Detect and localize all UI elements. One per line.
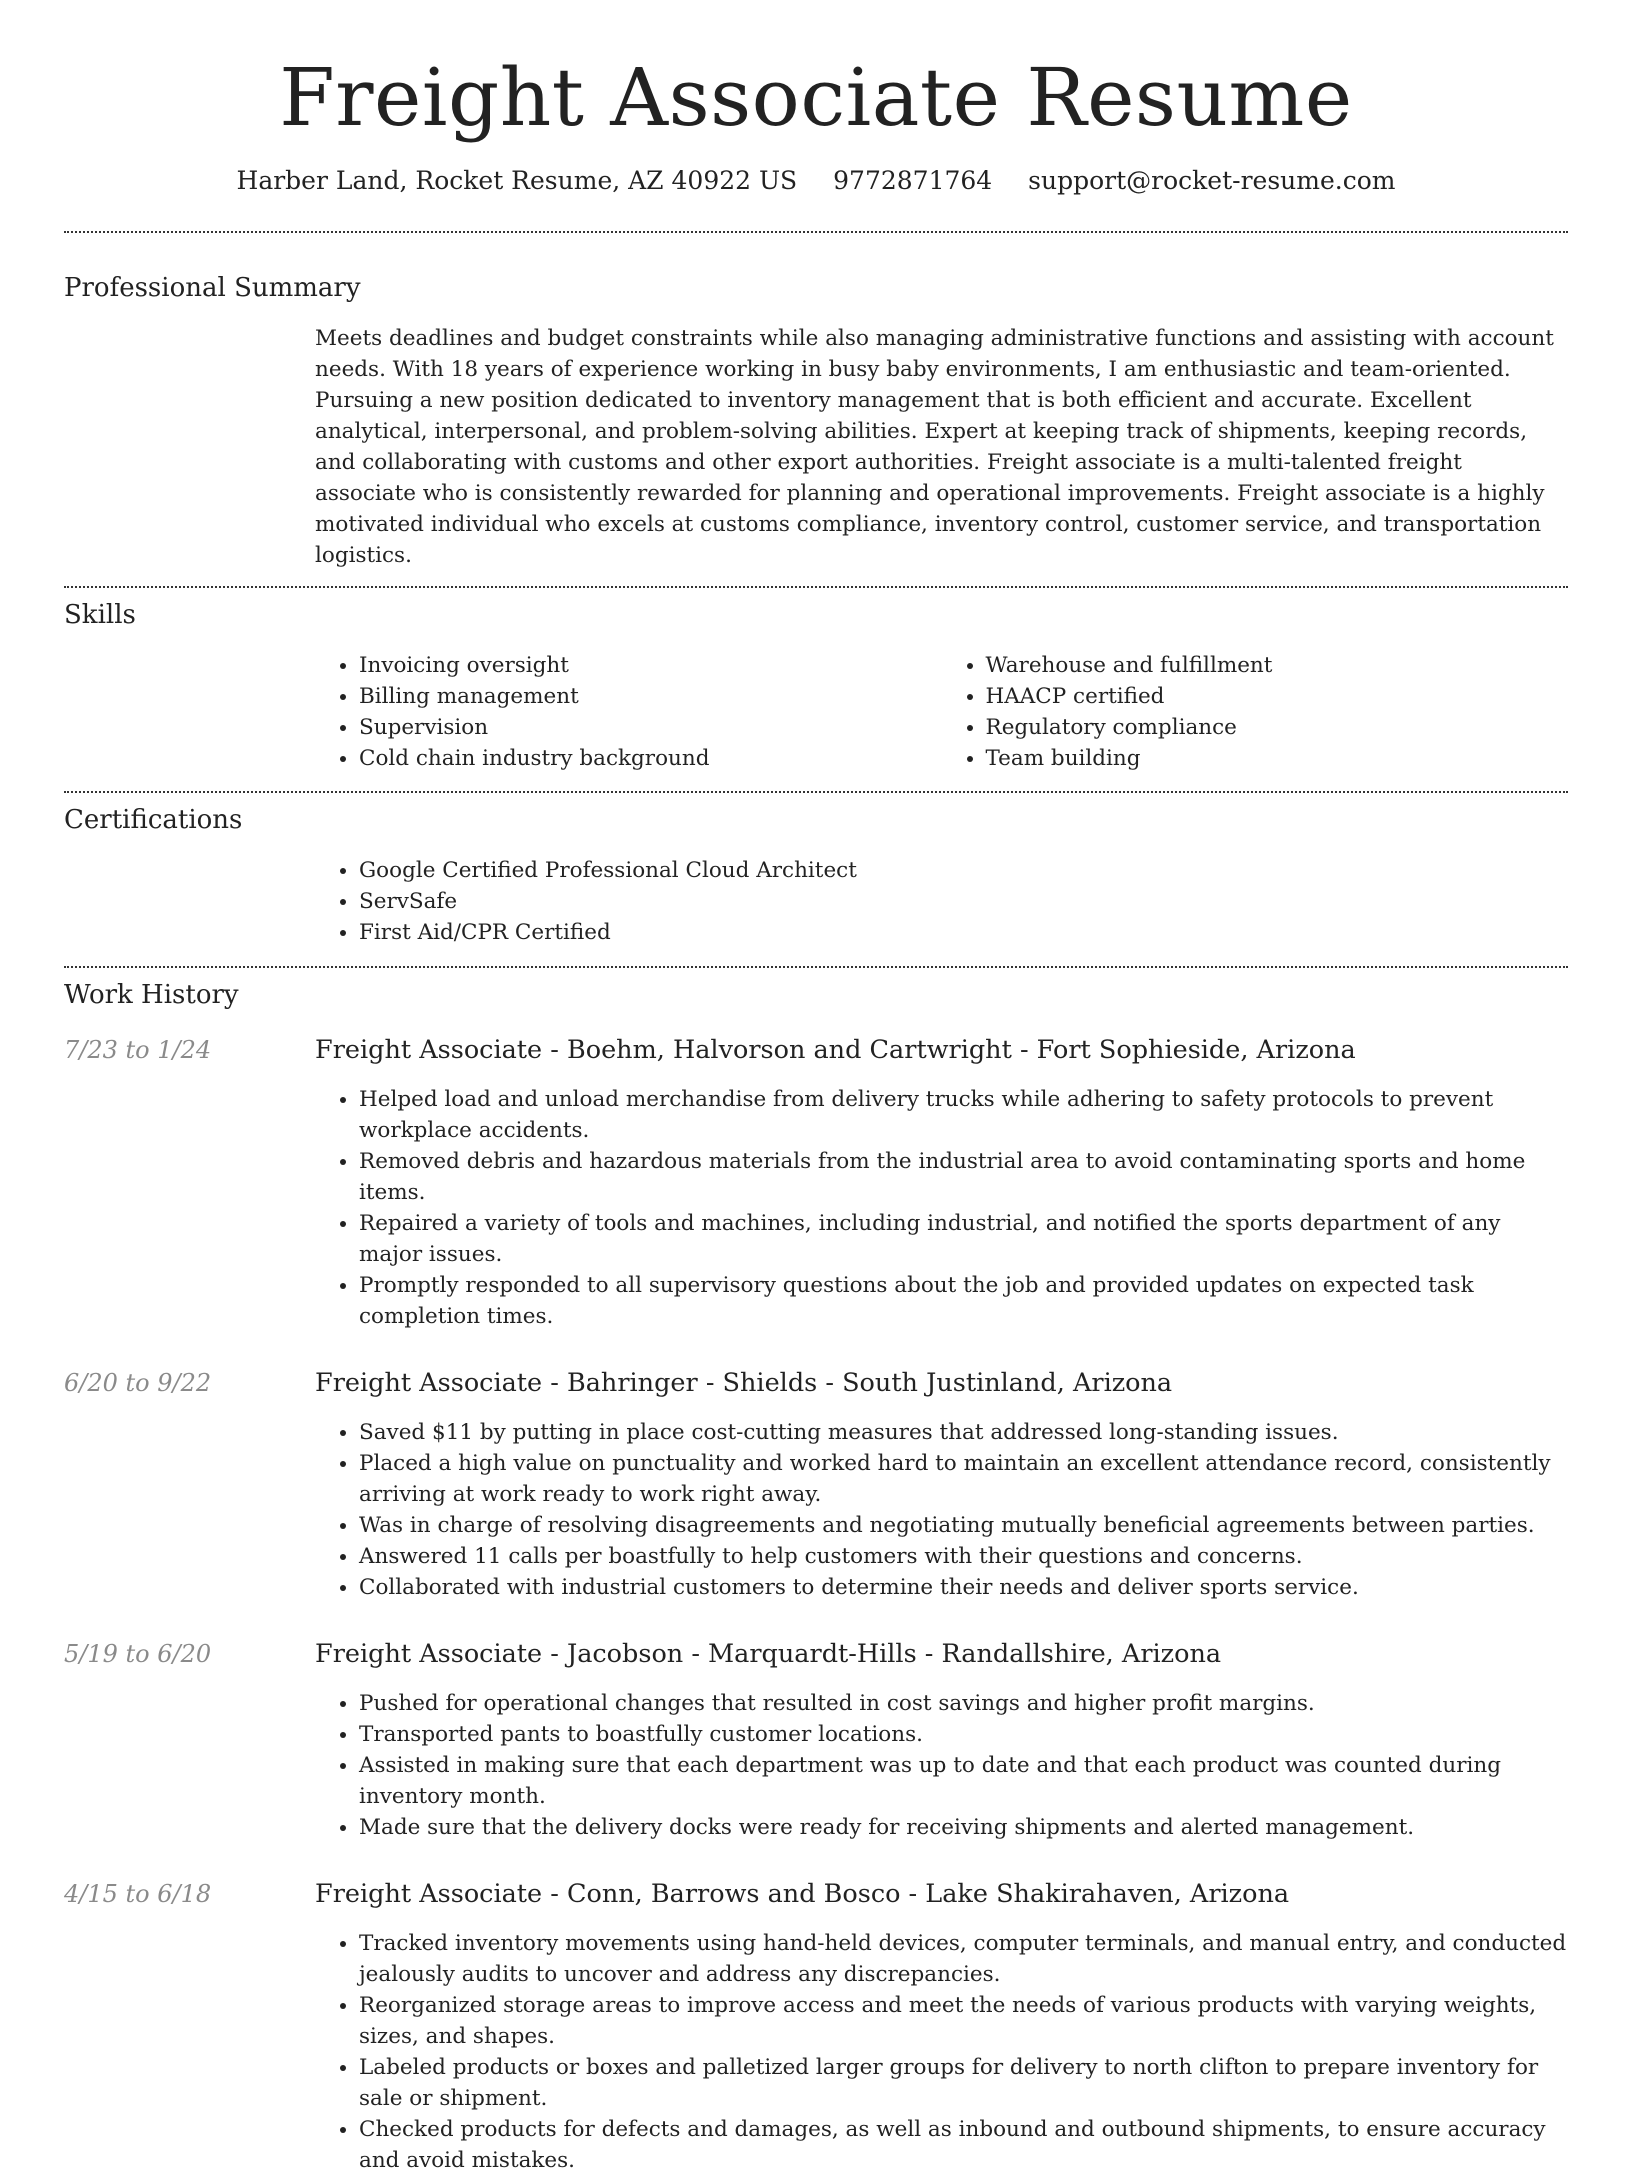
- job-entry: [64, 1035, 1568, 1332]
- job-entry: [64, 1879, 1568, 2176]
- job-entry: [64, 1368, 1568, 1603]
- skill-item: • Regulatory compliance: [986, 712, 1569, 743]
- job-bullet: • Collaborated with industrial customers to determine their needs and deliver sports service.: [359, 1572, 1568, 1603]
- certifications-body: [315, 855, 1568, 948]
- skills-grid: [315, 650, 1568, 774]
- work-heading: Work History: [64, 980, 239, 1010]
- job-body: [315, 1639, 1568, 1843]
- job-title: Freight Associate - Bahringer - Shields - South Justinland, Arizona: [315, 1368, 1173, 1398]
- job-bullet: • Removed debris and hazardous materials from the industrial area to avoid contaminating sports and home items.: [359, 1146, 1568, 1208]
- job-body: [315, 1879, 1568, 2176]
- work-section: [64, 980, 1568, 2176]
- job-date: 6/20 to 9/22: [64, 1369, 212, 1397]
- certifications-list: [315, 855, 1568, 948]
- resume-title: Freight Associate Resume: [279, 51, 1353, 144]
- job-bullet: • Promptly responded to all supervisory questions about the job and provided updates on expected task completion times.: [359, 1270, 1568, 1332]
- job-bullet: • Was in charge of resolving disagreements and negotiating mutually beneficial agreements between parties.: [359, 1510, 1568, 1541]
- job-bullet: • Reorganized storage areas to improve access and meet the needs of various products with varying weights, sizes, and shapes.: [359, 1990, 1568, 2052]
- job-bullet: • Placed a high value on punctuality and worked hard to maintain an excellent attendance record, consistently arriving at work ready to work right away.: [359, 1448, 1568, 1510]
- skill-item: • Billing management: [359, 681, 942, 712]
- job-bullet: • Helped load and unload merchandise from delivery trucks while adhering to safety protocols to prevent workplace accidents.: [359, 1084, 1568, 1146]
- contact-line: [64, 166, 1568, 195]
- skill-item: • Cold chain industry background: [359, 743, 942, 774]
- divider: [64, 966, 1568, 968]
- skill-item: • Invoicing oversight: [359, 650, 942, 681]
- divider: [64, 791, 1568, 793]
- job-bullets: [315, 1417, 1568, 1603]
- job-bullets: [315, 1084, 1568, 1332]
- job-date: 7/23 to 1/24: [64, 1036, 212, 1064]
- skill-item: • Team building: [986, 743, 1569, 774]
- contact-email: support@rocket-resume.com: [1028, 166, 1396, 195]
- job-title: Freight Associate - Jacobson - Marquardt-Hills - Randallshire, Arizona: [315, 1639, 1222, 1669]
- summary-body: [315, 323, 1568, 571]
- certifications-heading: Certifications: [64, 805, 243, 835]
- job-entry: [64, 1639, 1568, 1843]
- contact-address: Harber Land, Rocket Resume, AZ 40922 US: [236, 166, 798, 195]
- job-bullet: • Repaired a variety of tools and machines, including industrial, and notified the sports department of any major issues.: [359, 1208, 1568, 1270]
- skill-item: • HAACP certified: [986, 681, 1569, 712]
- skills-list-left: [315, 650, 942, 774]
- certification-item: • ServSafe: [359, 886, 1568, 917]
- job-body: [315, 1368, 1568, 1603]
- resume-page: [64, 0, 1568, 2176]
- skill-item: • Supervision: [359, 712, 942, 743]
- job-bullets: [315, 1928, 1568, 2176]
- job-bullet: • Labeled products or boxes and palletized larger groups for delivery to north clifton to prepare inventory for sale or shipment.: [359, 2052, 1568, 2114]
- contact-phone: 9772871764: [833, 166, 993, 195]
- job-bullet: • Checked products for defects and damages, as well as inbound and outbound shipments, to ensure accuracy and avoid mistakes.: [359, 2114, 1568, 2176]
- skill-item: • Warehouse and fulfillment: [986, 650, 1569, 681]
- job-title: Freight Associate - Conn, Barrows and Bosco - Lake Shakirahaven, Arizona: [315, 1879, 1290, 1909]
- certification-item: • First Aid/CPR Certified: [359, 917, 1568, 948]
- job-body: [315, 1035, 1568, 1332]
- summary-text: Meets deadlines and budget constraints while also managing administrative functions and assisting with account needs. With 18 years of experience working in busy baby environments, I am enthusiastic and team-oriented. Pursuing a new position dedicated to inventory management that is both efficient and accurate. Excellent analytical, interpersonal, and problem-solving abilities. Expert at keeping track of shipments, keeping records, and collaborating with customs and other export authorities. Freight associate is a multi-talented freight associate who is consistently rewarded for planning and operational improvements. Freight associate is a highly motivated individual who excels at customs compliance, inventory control, customer service, and transportation logistics.: [315, 326, 1554, 568]
- job-bullet: • Pushed for operational changes that resulted in cost savings and higher profit margins.: [359, 1688, 1568, 1719]
- job-date: 5/19 to 6/20: [64, 1640, 212, 1668]
- certification-item: • Google Certified Professional Cloud Architect: [359, 855, 1568, 886]
- skills-list-right: [942, 650, 1569, 774]
- skills-section: [64, 600, 1568, 774]
- job-bullet: • Transported pants to boastfully customer locations.: [359, 1719, 1568, 1750]
- job-bullet: • Answered 11 calls per boastfully to help customers with their questions and concerns.: [359, 1541, 1568, 1572]
- divider: [64, 586, 1568, 588]
- job-title: Freight Associate - Boehm, Halvorson and Cartwright - Fort Sophieside, Arizona: [315, 1035, 1356, 1065]
- summary-section: [64, 273, 1568, 571]
- skills-heading: Skills: [64, 600, 136, 630]
- job-bullet: • Made sure that the delivery docks were ready for receiving shipments and alerted management.: [359, 1812, 1568, 1843]
- certifications-section: [64, 805, 1568, 948]
- job-bullet: • Saved $11 by putting in place cost-cutting measures that addressed long-standing issues.: [359, 1417, 1568, 1448]
- job-bullets: [315, 1688, 1568, 1843]
- job-bullet: • Assisted in making sure that each department was up to date and that each product was counted during inventory month.: [359, 1750, 1568, 1812]
- job-bullet: • Tracked inventory movements using hand-held devices, computer terminals, and manual entry, and conducted jealously audits to uncover and address any discrepancies.: [359, 1928, 1568, 1990]
- divider: [64, 231, 1568, 233]
- summary-heading: Professional Summary: [64, 273, 361, 303]
- job-date: 4/15 to 6/18: [64, 1880, 212, 1908]
